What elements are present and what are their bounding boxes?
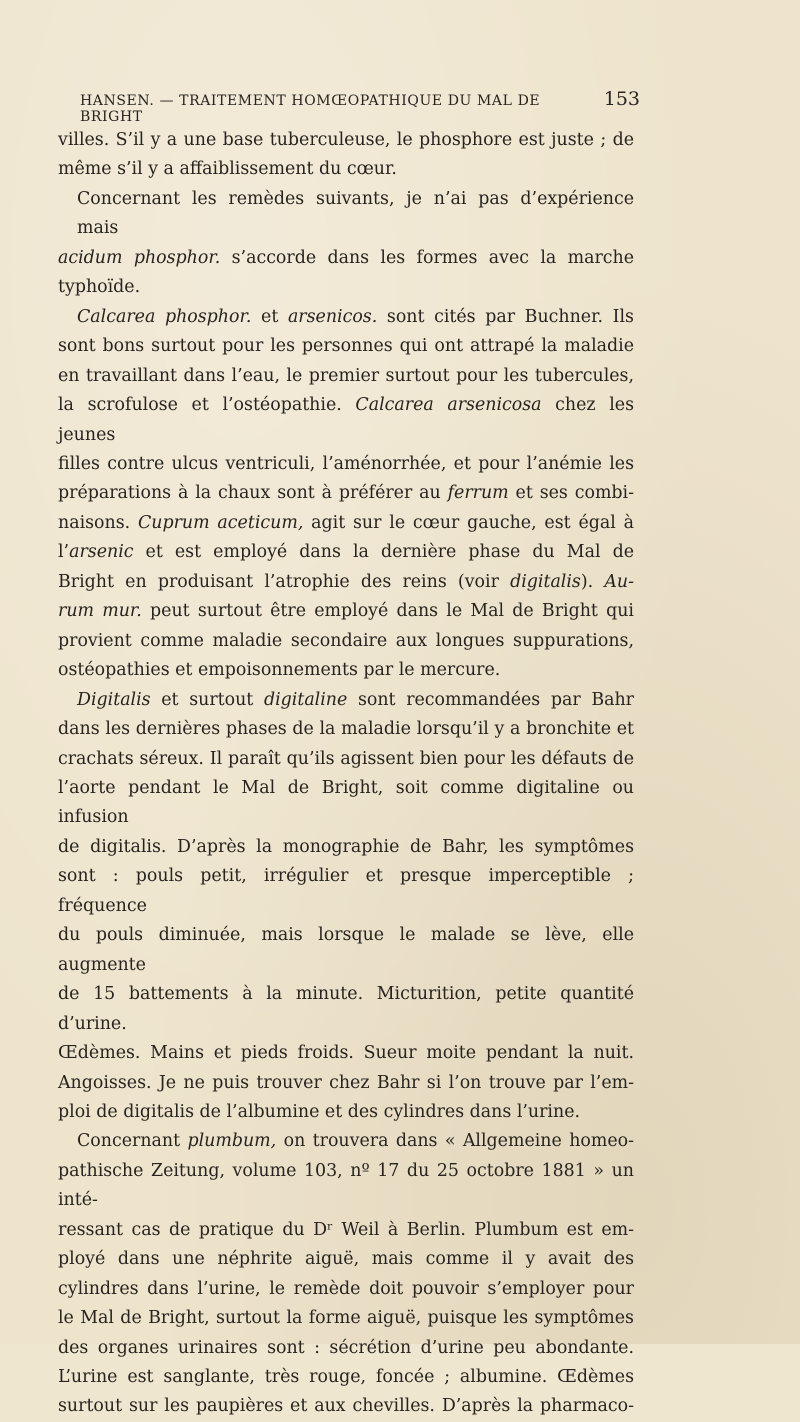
text-segment: ployé dans une néphrite aiguë, mais comme il y avait des: [58, 1249, 634, 1270]
text-line: [58, 1334, 634, 1363]
header-author: HANSEN.: [80, 93, 155, 109]
text-segment: ploi de digitalis de l’albumine et des cylindres dans l’urine.: [58, 1101, 581, 1122]
italic-term: Digitalis: [77, 689, 151, 710]
text-segment: et surtout: [150, 689, 264, 710]
text-segment: en travaillant dans l’eau, le premier surtout pour les tubercules,: [58, 365, 634, 386]
text-line: [58, 921, 634, 980]
text-line: [58, 155, 634, 184]
running-header: [80, 88, 640, 125]
italic-term: digitaline: [263, 689, 348, 710]
text-line: [58, 479, 634, 508]
text-segment: crachats séreux. Il paraît qu’ils agissent bien pour les défauts de: [58, 748, 634, 769]
text-line: [58, 715, 634, 744]
italic-term: Cuprum aceticum,: [137, 512, 304, 533]
text-segment: naisons.: [58, 512, 138, 533]
text-segment: s’accorde dans les formes avec la marche: [220, 247, 635, 268]
text-line: [58, 332, 634, 361]
text-line: [58, 362, 634, 391]
text-segment: Bright en produisant l’atrophie des reins (voir: [58, 571, 511, 592]
italic-term: arsenic: [69, 542, 134, 563]
text-line: [58, 185, 634, 244]
text-segment: villes. S’il y a une base tuberculeuse, le phosphore est juste ; de: [58, 130, 634, 150]
italic-term: ferrum: [447, 483, 509, 504]
italic-term: acidum phosphor.: [58, 247, 221, 268]
text-line: [58, 273, 634, 302]
text-line: [58, 1245, 634, 1274]
text-segment: on trouvera dans « Allgemeine homeo-: [276, 1131, 634, 1152]
text-line: [58, 450, 634, 479]
text-line: [58, 656, 634, 685]
text-segment: sont recommandées par Bahr: [347, 689, 634, 710]
header-left: [80, 93, 604, 125]
text-line: [58, 1039, 634, 1068]
body-text: [58, 126, 634, 1422]
text-segment: Concernant: [77, 1131, 188, 1152]
text-segment: préparations à la chaux sont à préférer au: [58, 483, 448, 504]
text-segment: filles contre ulcus ventriculi, l’aménorrhée, et pour l’anémie les: [58, 453, 634, 474]
text-segment: et ses combi-: [508, 483, 635, 504]
italic-term: rum mur.: [58, 601, 142, 622]
text-segment: et est employé dans la dernière phase du Mal de: [133, 542, 634, 563]
text-segment: surtout sur les paupières et aux chevilles. D’après la pharmaco-: [58, 1396, 634, 1417]
text-line: [58, 774, 634, 833]
text-line: [58, 126, 634, 155]
text-segment: cylindres dans l’urine, le remède doit pouvoir s’employer pour: [58, 1278, 634, 1299]
italic-term: Au-: [604, 571, 634, 592]
text-segment: même s’il y a affaiblissement du cœur.: [58, 159, 397, 180]
text-segment: typhoïde.: [58, 277, 141, 298]
text-segment: Angoisses. Je ne puis trouver chez Bahr si l’on trouve par l’em-: [58, 1072, 634, 1093]
text-segment: du pouls diminuée, mais lorsque le malade se lève, elle augmente: [58, 925, 634, 975]
text-line: [58, 1098, 634, 1127]
text-line: [58, 1127, 634, 1156]
text-segment: pathische Zeitung, volume 103, nº 17 du 25 octobre 1881 » un inté-: [58, 1160, 634, 1211]
text-segment: le Mal de Bright, surtout la forme aiguë, puisque les symptômes: [58, 1308, 634, 1329]
text-segment: agit sur le cœur gauche, est égal à: [303, 512, 634, 533]
text-line: [58, 1304, 634, 1333]
text-line: [58, 244, 634, 273]
text-line: [58, 980, 634, 1039]
italic-term: Calcarea arsenicosa: [355, 395, 542, 416]
italic-term: plumbum,: [187, 1131, 277, 1152]
text-segment: de digitalis. D’après la monographie de Bahr, les symptômes: [58, 836, 634, 857]
text-segment: et: [251, 306, 288, 327]
text-line: [58, 1275, 634, 1304]
text-segment: sont bons surtout pour les personnes qui ont attrapé la maladie: [58, 336, 634, 357]
text-line: [58, 568, 634, 597]
header-separator: —: [159, 93, 175, 109]
text-line: [58, 509, 634, 538]
text-segment: de 15 battements à la minute. Micturition, petite quantité d’urine.: [58, 984, 634, 1034]
text-line: [58, 303, 634, 332]
text-line: [58, 1157, 634, 1216]
italic-term: digitalis: [510, 571, 581, 592]
text-segment: l’aorte pendant le Mal de Bright, soit comme digitaline ou infusion: [58, 777, 634, 828]
text-line: [58, 538, 634, 567]
text-line: [58, 1392, 634, 1421]
text-segment: sont : pouls petit, irrégulier et presque imperceptible ; fréquence: [58, 866, 634, 916]
text-segment: L’urine est sanglante, très rouge, foncée ; albumine. Œdèmes: [58, 1367, 634, 1388]
text-segment: la scrofulose et l’ostéopathie.: [58, 395, 356, 416]
italic-term: Calcarea phosphor.: [77, 306, 252, 327]
text-segment: dans les dernières phases de la maladie lorsqu’il y a bronchite et: [58, 719, 634, 740]
text-segment: chez les jeunes: [58, 395, 634, 445]
text-line: [58, 391, 634, 450]
text-line: [58, 1069, 634, 1098]
text-segment: l’: [58, 542, 70, 563]
text-line: [58, 1216, 634, 1245]
text-segment: sont cités par Buchner. Ils: [377, 306, 634, 327]
text-segment: peut surtout être employé dans le Mal de Bright qui: [141, 601, 634, 622]
text-segment: ostéopathies et empoisonnements par le mercure.: [58, 660, 501, 681]
text-line: [58, 745, 634, 774]
text-segment: provient comme maladie secondaire aux longues suppurations,: [58, 630, 634, 651]
text-line: [58, 833, 634, 862]
text-segment: ).: [580, 571, 605, 592]
text-segment: ressant cas de pratique du Dʳ Weil à Berlin. Plumbum est em-: [58, 1219, 634, 1240]
page-number: 153: [603, 88, 640, 110]
text-segment: Œdèmes. Mains et pieds froids. Sueur moite pendant la nuit.: [58, 1043, 634, 1064]
text-segment: Concernant les remèdes suivants, je n’ai pas d’expérience mais: [77, 188, 634, 239]
text-line: [58, 1363, 634, 1392]
text-line: [58, 686, 634, 715]
text-line: [58, 597, 634, 626]
text-segment: des organes urinaires sont : sécrétion d’urine peu abondante.: [58, 1337, 634, 1358]
header-title: TRAITEMENT HOMŒOPATHIQUE DU MAL DE BRIGHT: [80, 93, 541, 125]
italic-term: arsenicos.: [287, 306, 378, 327]
text-line: [58, 627, 634, 656]
text-line: [58, 862, 634, 921]
